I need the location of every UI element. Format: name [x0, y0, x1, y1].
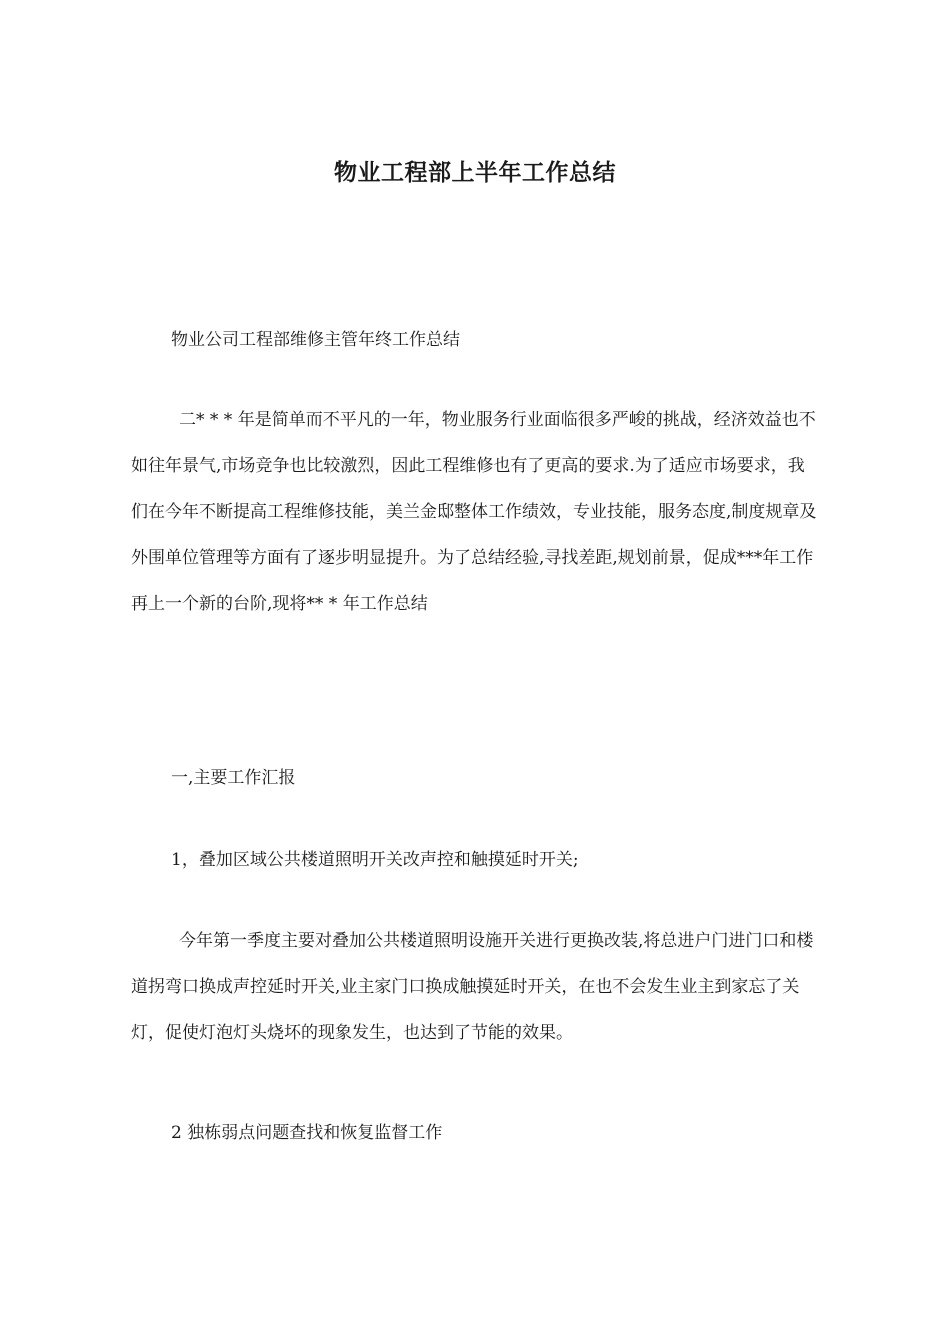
item-heading-1: 1，叠加区域公共楼道照明开关改声控和触摸延时开关; — [171, 850, 579, 870]
item-heading-2: 2 独栋弱点问题查找和恢复监督工作 — [171, 1123, 443, 1143]
item-body-1: 今年第一季度主要对叠加公共楼道照明设施开关进行更换改装,将总进户门进门口和楼道拐弯口换成声控延时开关,业主家门口换成触摸延时开关，在也不会发生业主到家忘了关灯，促使灯泡灯头烧坏的现象发生，也达到了节能的效果。 — [131, 931, 814, 1043]
section-heading: 一,主要工作汇报 — [171, 768, 296, 788]
intro-paragraph: 二* * * 年是简单而不平凡的一年，物业服务行业面临很多严峻的挑战，经济效益也不如往年景气,市场竞争也比较激烈，因此工程维修也有了更高的要求.为了适应市场要求，我们在今年不断提高工程维修技能，美兰金邸整体工作绩效，专业技能，服务态度,制度规章及外围单位管理等方面有了逐步明显提升。为了总结经验,寻找差距,规划前景，促成***年工作再上一个新的台阶,现将** * 年工作总结 — [131, 410, 817, 614]
document-subtitle: 物业公司工程部维修主管年终工作总结 — [171, 330, 460, 350]
document-title: 物业工程部上半年工作总结 — [334, 160, 616, 186]
